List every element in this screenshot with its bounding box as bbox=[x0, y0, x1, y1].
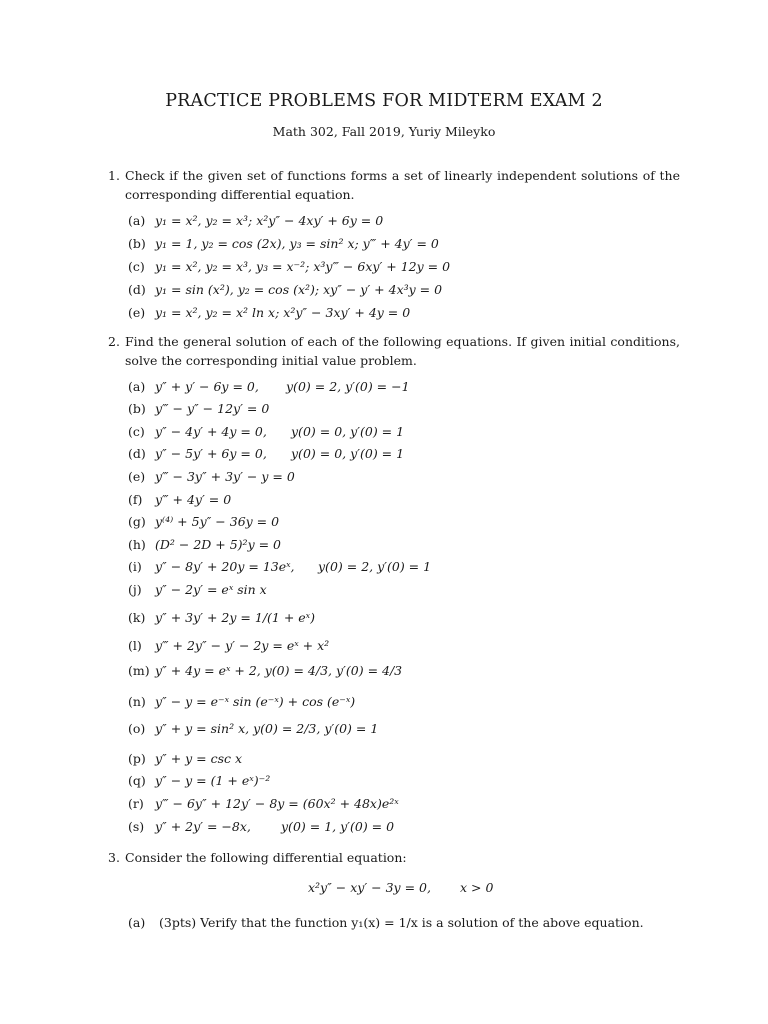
item-label: (c) bbox=[128, 424, 145, 439]
list-item bbox=[128, 559, 432, 574]
item-equation: y″ − 5y′ + 6y = 0, bbox=[155, 446, 267, 461]
problem-number: 3. bbox=[108, 850, 120, 865]
problem-number: 2. bbox=[108, 334, 120, 349]
list-item bbox=[128, 469, 295, 484]
equation-domain: x > 0 bbox=[460, 880, 494, 895]
list-item bbox=[128, 446, 405, 461]
item-label: (c) bbox=[128, 259, 145, 274]
item-text: (3pts) Verify that the function y₁(x) = 1/x is a solution of the above equation. bbox=[158, 915, 644, 930]
problem-text: Check if the given set of functions forms a set of linearly independent solutions of the corresponding differential equation. bbox=[125, 168, 680, 202]
problem-3 bbox=[108, 848, 680, 867]
document-subtitle: Math 302, Fall 2019, Yuriy Mileyko bbox=[272, 124, 496, 139]
item-label: (a) bbox=[128, 379, 146, 394]
item-equation: y″ + 4y = eˣ + 2, y(0) = 4/3, y′(0) = 4/3 bbox=[155, 663, 403, 678]
item-equation: y₁ = 1, y₂ = cos (2x), y₃ = sin² x; y‴ + 4y′ = 0 bbox=[155, 236, 439, 251]
list-item bbox=[128, 663, 402, 678]
item-label: (i) bbox=[128, 559, 142, 574]
item-label: (q) bbox=[128, 773, 146, 788]
item-initial-conditions: y(0) = 0, y′(0) = 1 bbox=[291, 446, 405, 461]
item-label: (d) bbox=[128, 446, 146, 461]
item-equation: (D² − 2D + 5)²y = 0 bbox=[155, 537, 282, 552]
item-equation: y₁ = x², y₂ = x³, y₃ = x⁻²; x³y‴ − 6xy′ + 12y = 0 bbox=[155, 259, 451, 274]
item-equation: y″ + 2y′ = −8x, bbox=[155, 819, 251, 834]
item-equation: y″ + y′ − 6y = 0, bbox=[155, 379, 259, 394]
problem-number: 1. bbox=[108, 168, 120, 183]
list-item bbox=[128, 213, 383, 228]
item-initial-conditions: y(0) = 2, y′(0) = −1 bbox=[286, 379, 410, 394]
item-label: (a) bbox=[128, 915, 146, 930]
problem-3-item-a bbox=[128, 915, 644, 930]
list-item bbox=[128, 610, 315, 625]
item-equation: y″ + 3y′ + 2y = 1/(1 + eˣ) bbox=[155, 610, 315, 625]
item-equation: y″ − y = (1 + eˣ)⁻² bbox=[155, 773, 271, 788]
list-item bbox=[128, 259, 450, 274]
item-equation: y″ + y = sin² x, y(0) = 2/3, y′(0) = 1 bbox=[155, 721, 379, 736]
list-item bbox=[128, 379, 410, 394]
item-label: (h) bbox=[128, 537, 146, 552]
item-label: (e) bbox=[128, 305, 146, 320]
item-label: (g) bbox=[128, 514, 146, 529]
item-label: (m) bbox=[128, 663, 150, 678]
item-label: (n) bbox=[128, 694, 146, 709]
list-item bbox=[128, 492, 231, 507]
list-item bbox=[128, 796, 399, 811]
item-equation: y₁ = x², y₂ = x³; x²y″ − 4xy′ + 6y = 0 bbox=[155, 213, 384, 228]
item-label: (b) bbox=[128, 401, 146, 416]
item-initial-conditions: y(0) = 2, y′(0) = 1 bbox=[318, 559, 432, 574]
item-equation: y‴ + 4y′ = 0 bbox=[155, 492, 232, 507]
item-label: (p) bbox=[128, 751, 146, 766]
item-equation: y‴ − y″ − 12y′ = 0 bbox=[155, 401, 270, 416]
list-item bbox=[128, 721, 378, 736]
item-label: (j) bbox=[128, 582, 142, 597]
problem-1 bbox=[108, 166, 680, 204]
problem-text: Consider the following differential equation: bbox=[125, 850, 407, 865]
item-equation: y″ + y = csc x bbox=[155, 751, 243, 766]
problem-text: Find the general solution of each of the following equations. If given initial conditions, solve the corresponding initial value problem. bbox=[125, 334, 680, 368]
item-equation: y₁ = x², y₂ = x² ln x; x²y″ − 3xy′ + 4y = 0 bbox=[155, 305, 411, 320]
list-item bbox=[128, 282, 442, 297]
item-equation: y‴ + 2y″ − y′ − 2y = eˣ + x² bbox=[155, 638, 330, 653]
list-item bbox=[128, 424, 405, 439]
list-item bbox=[128, 305, 410, 320]
item-equation: y″ − 2y′ = eˣ sin x bbox=[155, 582, 267, 597]
item-label: (o) bbox=[128, 721, 146, 736]
item-equation: y₁ = sin (x²), y₂ = cos (x²); xy″ − y′ + 4x³y = 0 bbox=[155, 282, 443, 297]
item-initial-conditions: y(0) = 0, y′(0) = 1 bbox=[291, 424, 405, 439]
list-item bbox=[128, 694, 355, 709]
item-label: (s) bbox=[128, 819, 145, 834]
list-item bbox=[128, 819, 395, 834]
item-label: (r) bbox=[128, 796, 144, 811]
list-item bbox=[128, 236, 439, 251]
equation-text: x²y″ − xy′ − 3y = 0, bbox=[308, 880, 431, 895]
item-label: (a) bbox=[128, 213, 146, 228]
document-title: PRACTICE PROBLEMS FOR MIDTERM EXAM 2 bbox=[165, 91, 603, 111]
item-equation: y″ − y = e⁻ˣ sin (e⁻ˣ) + cos (e⁻ˣ) bbox=[155, 694, 356, 709]
item-equation: y⁽⁴⁾ + 5y″ − 36y = 0 bbox=[155, 514, 280, 529]
item-equation: y‴ − 6y″ + 12y′ − 8y = (60x² + 48x)e²ˣ bbox=[155, 796, 399, 811]
list-item bbox=[128, 537, 281, 552]
item-equation: y‴ − 3y″ + 3y′ − y = 0 bbox=[155, 469, 295, 484]
item-label: (d) bbox=[128, 282, 146, 297]
item-equation: y″ − 8y′ + 20y = 13eˣ, bbox=[155, 559, 295, 574]
list-item bbox=[128, 773, 270, 788]
item-initial-conditions: y(0) = 1, y′(0) = 0 bbox=[281, 819, 395, 834]
item-label: (f) bbox=[128, 492, 143, 507]
list-item bbox=[128, 751, 242, 766]
list-item bbox=[128, 514, 279, 529]
list-item bbox=[128, 582, 267, 597]
problem-2 bbox=[108, 332, 680, 370]
item-label: (b) bbox=[128, 236, 146, 251]
item-equation: y″ − 4y′ + 4y = 0, bbox=[155, 424, 267, 439]
list-item bbox=[128, 401, 269, 416]
item-label: (l) bbox=[128, 638, 142, 653]
list-item bbox=[128, 638, 329, 653]
item-label: (e) bbox=[128, 469, 146, 484]
item-label: (k) bbox=[128, 610, 146, 625]
